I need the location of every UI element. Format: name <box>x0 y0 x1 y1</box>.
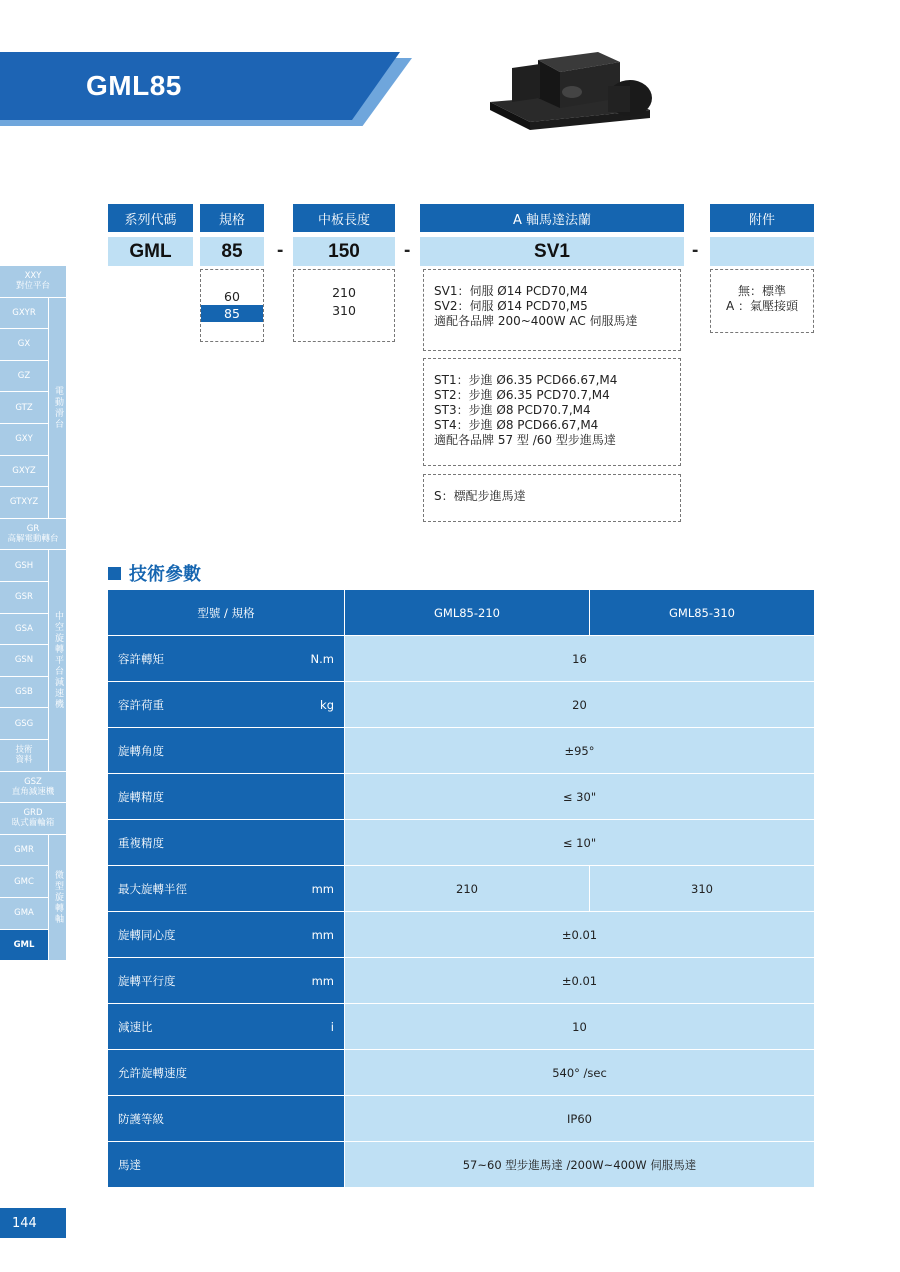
row-value: 57~60 型步進馬達 /200W~400W 伺服馬達 <box>345 1142 814 1187</box>
row-label-text: 減速比 <box>118 1019 153 1034</box>
spec-options-box <box>200 269 264 342</box>
accessory-option: A ：氣壓接頭 <box>725 299 799 313</box>
sidebar-item-技術[interactable]: 技術 資料 <box>0 740 48 772</box>
sidebar-group-text: 電動滑台 <box>53 385 63 430</box>
row-label <box>108 774 344 819</box>
row-value: ≤ 10" <box>345 820 814 865</box>
flange-note: 適配各品牌 57 型 /60 型步進馬達 <box>434 433 616 447</box>
sidebar-item-gmc[interactable]: GMC <box>0 866 48 898</box>
code-value-accessory <box>710 237 814 266</box>
sidebar-item-gz[interactable]: GZ <box>0 361 48 393</box>
accessory-options-box <box>710 269 814 333</box>
sidebar-group-label <box>48 298 66 519</box>
code-value-series: GML <box>108 237 193 266</box>
row-label-text: 旋轉精度 <box>118 789 164 804</box>
row-label-text: 防護等級 <box>118 1111 164 1126</box>
sidebar-item-gxyz[interactable]: GXYZ <box>0 456 48 488</box>
row-value: ±95° <box>345 728 814 773</box>
sidebar-item-gmr[interactable]: GMR <box>0 835 48 867</box>
table-row <box>108 636 814 682</box>
section-bullet-icon <box>108 567 121 580</box>
code-separator: - <box>404 240 411 261</box>
column-header: GML85-210 <box>345 590 589 635</box>
spec-option: 60 <box>224 289 240 304</box>
row-label <box>108 1096 344 1141</box>
product-image <box>480 30 680 160</box>
section-title-text: 技術參數 <box>129 564 201 585</box>
flange-option: S：標配步進馬達 <box>434 489 526 503</box>
sidebar-item-gsa[interactable]: GSA <box>0 614 48 646</box>
row-value: IP60 <box>345 1096 814 1141</box>
row-label-text: 旋轉平行度 <box>118 973 176 988</box>
length-option: 210 <box>332 285 356 300</box>
flange-option: SV1：伺服 Ø14 PCD70,M4 <box>434 284 588 298</box>
row-label-text: 最大旋轉半徑 <box>118 881 187 896</box>
row-value: ±0.01 <box>345 958 814 1003</box>
code-header-series: 系列代碼 <box>108 204 193 232</box>
row-value: 10 <box>345 1004 814 1049</box>
spec-option-selected: 85 <box>201 305 263 322</box>
code-separator: - <box>277 240 284 261</box>
flange-option: ST3：步進 Ø8 PCD70.7,M4 <box>434 403 591 417</box>
row-label <box>108 728 344 773</box>
row-label <box>108 682 344 727</box>
sidebar-item-gsh[interactable]: GSH <box>0 550 48 582</box>
table-row <box>108 820 814 866</box>
sidebar-group-label <box>48 835 66 961</box>
flange-note: 適配各品牌 200~400W AC 伺服馬達 <box>434 314 638 328</box>
sidebar-item-gxyr[interactable]: GXYR <box>0 298 48 330</box>
sidebar-item-gx[interactable]: GX <box>0 329 48 361</box>
sidebar-item-gtz[interactable]: GTZ <box>0 392 48 424</box>
page-number: 144 <box>0 1208 66 1238</box>
row-label-text: 容許荷重 <box>118 697 164 712</box>
table-row <box>108 1050 814 1096</box>
row-value: 20 <box>345 682 814 727</box>
flange-option: ST1：步進 Ø6.35 PCD66.67,M4 <box>434 373 618 387</box>
column-header: GML85-310 <box>590 590 814 635</box>
code-header-length: 中板長度 <box>293 204 395 232</box>
flange-option: ST2：步進 Ø6.35 PCD70.7,M4 <box>434 388 610 402</box>
row-value: 540° /sec <box>345 1050 814 1095</box>
sidebar-group-text: 中空旋轉平台減速機 <box>53 610 63 710</box>
row-value: 16 <box>345 636 814 681</box>
sidebar-item-gxy[interactable]: GXY <box>0 424 48 456</box>
code-value-length: 150 <box>293 237 395 266</box>
sidebar-item-gr[interactable]: GR 高解電動轉台 <box>0 519 66 551</box>
column-header: 型號 / 規格 <box>108 590 344 635</box>
sidebar-item-gml[interactable]: GML <box>0 930 48 962</box>
row-label <box>108 866 344 911</box>
length-option: 310 <box>332 303 356 318</box>
code-header-flange: A 軸馬達法蘭 <box>420 204 684 232</box>
table-row <box>108 1004 814 1050</box>
sidebar-item-gtxyz[interactable]: GTXYZ <box>0 487 48 519</box>
sidebar-item-gma[interactable]: GMA <box>0 898 48 930</box>
row-unit: mm <box>311 973 334 988</box>
row-label-text: 重複精度 <box>118 835 164 850</box>
row-unit: kg <box>320 697 334 712</box>
section-title <box>108 560 201 586</box>
table-row <box>108 774 814 820</box>
sidebar-item-gsb[interactable]: GSB <box>0 677 48 709</box>
row-label <box>108 820 344 865</box>
sidebar-item-xxy[interactable]: XXY 對位平台 <box>0 266 66 298</box>
sidebar-group-text: 微型旋轉軸 <box>53 869 63 925</box>
sidebar-item-gsn[interactable]: GSN <box>0 645 48 677</box>
table-row <box>108 866 814 912</box>
accessory-option: 無：標準 <box>737 284 786 298</box>
row-label-text: 容許轉矩 <box>118 651 164 666</box>
row-value: 310 <box>590 866 814 911</box>
row-label-text: 馬達 <box>118 1157 141 1172</box>
table-row <box>108 958 814 1004</box>
table-row <box>108 728 814 774</box>
sidebar-item-gsg[interactable]: GSG <box>0 708 48 740</box>
row-unit: mm <box>311 927 334 942</box>
sidebar-item-gsr[interactable]: GSR <box>0 582 48 614</box>
code-header-spec: 規格 <box>200 204 264 232</box>
length-options-box <box>293 269 395 342</box>
code-value-spec: 85 <box>200 237 264 266</box>
flange-stepper-box <box>423 358 681 466</box>
row-label-text: 旋轉同心度 <box>118 927 176 942</box>
row-label <box>108 1050 344 1095</box>
code-separator: - <box>692 240 699 261</box>
table-row <box>108 682 814 728</box>
row-value: ≤ 30" <box>345 774 814 819</box>
sidebar-group-label <box>48 550 66 771</box>
table-row <box>108 912 814 958</box>
row-label-text: 允許旋轉速度 <box>118 1065 187 1080</box>
title-banner <box>0 52 400 120</box>
flange-option: SV2：伺服 Ø14 PCD70,M5 <box>434 299 588 313</box>
flange-option: ST4：步進 Ø8 PCD66.67,M4 <box>434 418 599 432</box>
sidebar-item-gsz[interactable]: GSZ 直角減速機 <box>0 772 66 804</box>
row-value: 210 <box>345 866 589 911</box>
table-row <box>108 1142 814 1188</box>
flange-servo-box <box>423 269 681 351</box>
row-value: ±0.01 <box>345 912 814 957</box>
code-header-accessory: 附件 <box>710 204 814 232</box>
row-label <box>108 636 344 681</box>
row-label-text: 旋轉角度 <box>118 743 164 758</box>
table-header-row <box>108 590 814 636</box>
row-unit: N.m <box>310 651 334 666</box>
table-row <box>108 1096 814 1142</box>
row-label <box>108 958 344 1003</box>
row-unit: i <box>330 1019 334 1034</box>
sidebar-item-grd[interactable]: GRD 臥式齒輪箱 <box>0 803 66 835</box>
row-label <box>108 1142 344 1187</box>
row-label <box>108 1004 344 1049</box>
code-value-flange: SV1 <box>420 237 684 266</box>
row-unit: mm <box>311 881 334 896</box>
flange-standard-box <box>423 474 681 522</box>
page-title: GML85 <box>86 70 182 101</box>
row-label <box>108 912 344 957</box>
